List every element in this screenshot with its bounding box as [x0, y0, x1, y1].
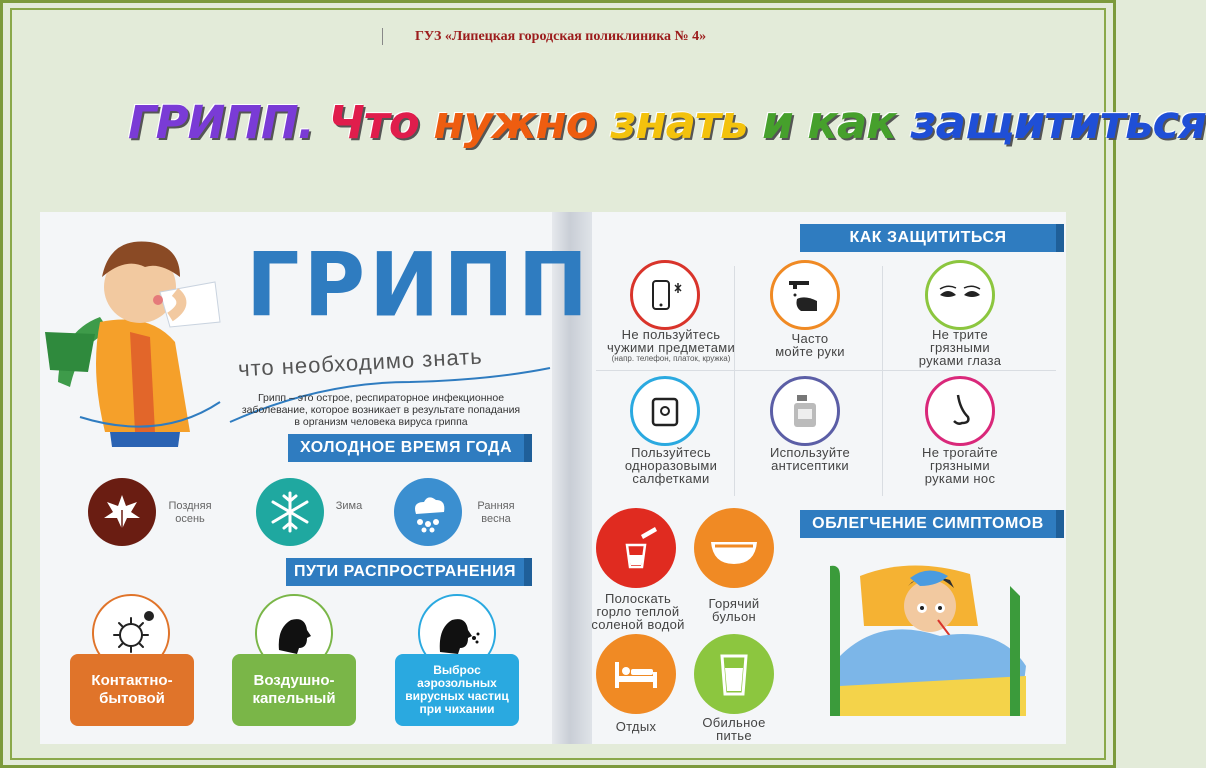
header-separator — [382, 28, 383, 45]
headline-word: как — [807, 96, 896, 149]
washing-hands-icon — [770, 260, 840, 330]
cold-season-banner: ХОЛОДНОЕ ВРЕМЯ ГОДА — [288, 434, 524, 462]
tip-wash-hands: Часто мойте руки — [775, 331, 845, 359]
rain-cloud-icon — [394, 478, 462, 546]
headline-word: ГРИПП. — [128, 96, 314, 149]
soup-bowl-icon — [694, 508, 774, 588]
bed-icon — [596, 634, 676, 714]
tip-dont-touch-nose: Не трогайте грязными руками нос — [922, 445, 998, 486]
spread-card-airborne: Воздушно- капельный — [232, 654, 356, 726]
snowflake-icon — [256, 478, 324, 546]
flu-title: ГРИПП — [246, 233, 592, 337]
tip-dont-rub-eyes: Не трите грязными руками глаза — [918, 327, 1002, 368]
sick-boy-illustration — [40, 222, 240, 447]
sick-child-in-bed-illustration — [820, 546, 1034, 726]
infographic-poster — [40, 212, 1066, 744]
grid-divider — [596, 370, 1056, 371]
headline-word: и — [762, 96, 793, 149]
headline-word: Что — [328, 96, 419, 149]
organization-name: ГУЗ «Липецкая городская поликлиника № 4» — [415, 29, 707, 44]
nose-icon — [925, 376, 995, 446]
eyes-icon — [925, 260, 995, 330]
page-headline — [128, 96, 1206, 149]
flu-description: Грипп – это острое, респираторное инфекционное заболевание, которое возникает в результате попадания в организм человека вируса гриппа — [241, 392, 521, 428]
headline-word: знать — [610, 96, 748, 149]
symptom-relief-banner: ОБЛЕГЧЕНИЕ СИМПТОМОВ — [800, 510, 1056, 538]
headline-word: нужно — [433, 96, 596, 149]
how-to-protect-banner: КАК ЗАЩИТИТЬСЯ — [800, 224, 1056, 252]
tip-drink-plenty: Обильное питье — [702, 715, 766, 743]
grid-divider — [882, 266, 883, 496]
glass-icon — [694, 634, 774, 714]
sanitizer-icon — [770, 376, 840, 446]
headline-word: защититься — [910, 96, 1206, 149]
tissue-roll-icon — [630, 376, 700, 446]
season-label: Зима — [335, 500, 363, 512]
tip-rest: Отдых — [615, 719, 657, 734]
tip-gargle: Полоскать горло теплой соленой водой — [591, 591, 685, 632]
tip-use-tissues: Пользуйтесь одноразовыми салфетками — [624, 445, 718, 486]
spread-card-aerosol: Выброс аэрозольных вирусных частиц при чихании — [395, 654, 519, 726]
tip-hot-broth: Горячий бульон — [708, 596, 760, 624]
leaf-icon — [88, 478, 156, 546]
flu-subtitle: что необходимо знать — [237, 343, 484, 382]
season-label: Поздняя осень — [168, 500, 212, 525]
gargle-icon — [596, 508, 676, 588]
tip-no-foreign-items: Не пользуйтесь чужими предметами (напр. телефон, платок, кружка) — [606, 327, 736, 363]
spread-routes-banner: ПУТИ РАСПРОСТРАНЕНИЯ — [286, 558, 524, 586]
spread-card-contact: Контактно- бытовой — [70, 654, 194, 726]
season-label: Ранняя весна — [477, 500, 515, 525]
tip-use-antiseptics: Используйте антисептики — [769, 445, 851, 473]
phone-icon — [630, 260, 700, 330]
